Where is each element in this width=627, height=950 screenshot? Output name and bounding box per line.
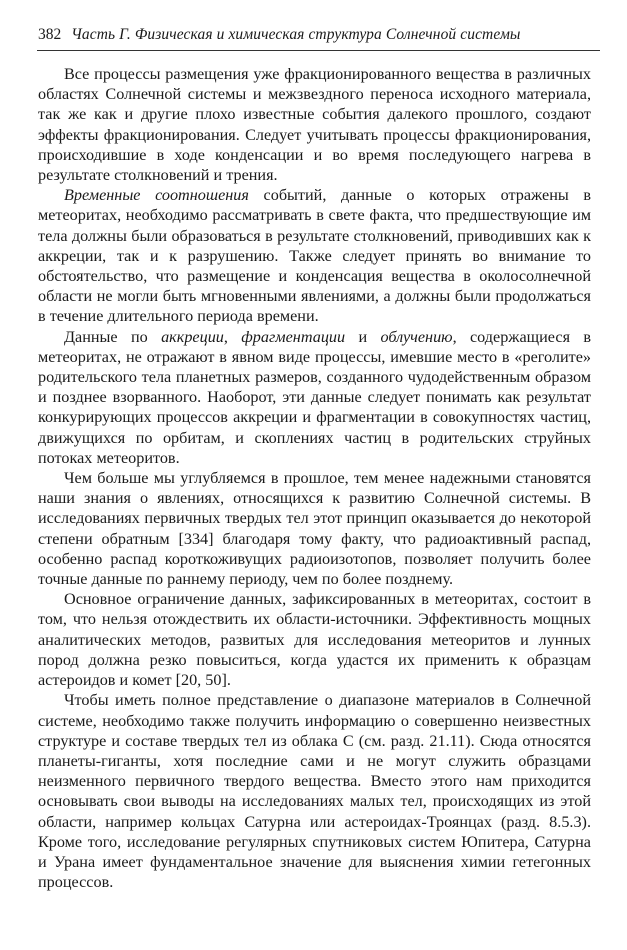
paragraph-1 [38, 64, 591, 185]
header-rule [37, 50, 600, 51]
term-fragmentation: фрагментации [241, 327, 346, 346]
page-number: 382 [38, 26, 62, 43]
paragraph-2 [38, 185, 591, 326]
paragraph-1-text: Все процессы размещения уже фракционированного вещества в различных областях Солнечной системы и межзвездного переноса исходного материала, так же как и другие плохо известные события далекого прошлого, создают эффекты фракционирования. Следует учитывать процессы фракционирования, происходившие в ходе конденсации и во время последующего нагрева в результате столкновений и трения. [38, 65, 591, 185]
paragraph-2-text: событий, данные о которых отражены в метеоритах, необходимо рассматривать в свете факта, что предшествующие им тела должны были образоваться в результате столкновений, приводивших как к аккреции, так и к разрушению. Также следует принять во внимание то обстоятельство, что размещение и конденсация вещества в околосолнечной области не могли быть мгновенными явлениями, а должны были продолжаться в течение длительного периода времени. [38, 186, 591, 326]
running-head [38, 24, 600, 46]
paragraph-6 [38, 690, 591, 892]
paragraph-3-intro: Данные по [64, 327, 162, 346]
term-time-relations: Временные соотношения [64, 186, 249, 205]
paragraph-3-sep-2: и [345, 327, 381, 346]
paragraph-5 [38, 589, 591, 690]
paragraph-3-sep-1: , [223, 327, 242, 346]
paragraph-4-text: Чем больше мы углубляемся в прошлое, тем менее надежными становятся наши знания о явлениях, относящихся к развитию Солнечной системы. В исследованиях первичных твердых тел этот принцип оказывается до некоторой степени обратным [334] благодаря тому факту, что радиоактивный распад, особенно распад короткоживущих радиоизотопов, позволяет получить более точные данные по раннему периоду, чем по более позднему. [38, 469, 591, 589]
paragraph-4 [38, 468, 591, 589]
paragraph-5-text: Основное ограничение данных, зафиксированных в метеоритах, состоит в том, что нельзя отождествить их области-источники. Эффективность мощных аналитических методов, развитых для исследования метеоритов и лунных пород должна резко повыситься, когда удастся их применить к образцам астероидов и комет [20, 50]. [38, 590, 591, 690]
paragraph-3-text: , содержащиеся в метеоритах, не отражают в явном виде процессы, имевшие место в «реголите» родительского тела планетных размеров, созданного чудодейственным образом и позднее взорванного. Наоборот, эти данные следует понимать как результат конкурирующих процессов аккреции и фрагментации в совокупностях частиц, движущихся по орбитам, и скоплениях частиц в родительских струйных потоках метеоритов. [38, 327, 592, 467]
term-accretion: аккреции [161, 327, 224, 346]
body-text [38, 64, 591, 892]
term-irradiation: облучению [380, 327, 453, 346]
paragraph-3 [38, 327, 591, 468]
running-head-title: Часть Г. Физическая и химическая структура Солнечной системы [71, 26, 521, 43]
paragraph-6-text: Чтобы иметь полное представление о диапазоне материалов в Солнечной системе, необходимо также получить информацию о совершенно неизвестных структуре и составе твердых тел из облака С (см. разд. 21.11). Сюда относятся планеты-гиганты, хотя последние сами и не могут служить образцами неизменного первичного твердого вещества. Вместо этого нам приходится основывать свои выводы на исследованиях малых тел, происходящих из этой области, например кольцах Сатурна или астероидах-Троянцах (разд. 8.5.3). Кроме того, исследование регулярных спутниковых систем Юпитера, Сатурна и Урана имеет фундаментальное значение для выяснения химии гетегонных процессов. [38, 691, 591, 892]
